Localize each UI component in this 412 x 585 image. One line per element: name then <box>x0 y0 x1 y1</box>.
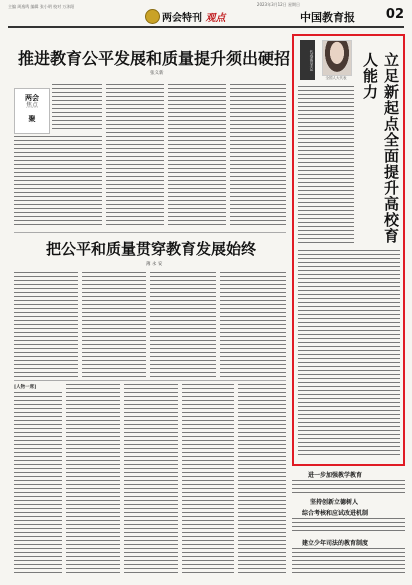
article2-byline: 薄 永 安 <box>146 262 163 267</box>
article1-byline: 张义新 <box>150 71 164 76</box>
section-divider <box>14 232 286 233</box>
text-column <box>14 272 78 378</box>
text-column <box>82 272 146 378</box>
sub-headline: 坚持创新立德树人 <box>310 499 359 506</box>
text-column <box>14 136 102 228</box>
text-column <box>292 518 405 534</box>
sub-headline: 进一步加强教学教育 <box>308 472 363 479</box>
article2-headline: 把公平和质量贯穿教育发展始终 <box>46 240 257 258</box>
header-rule <box>8 26 404 28</box>
section-script: 观点 <box>205 13 226 24</box>
text-column <box>124 384 178 576</box>
section-divider <box>14 380 286 381</box>
quote-line1: 两会 <box>25 93 39 102</box>
feature-title: 立足新起点全面提升高校育人能力 <box>361 52 400 244</box>
text-column <box>220 272 286 378</box>
text-column <box>182 384 234 576</box>
text-column <box>292 480 405 494</box>
date-meta: 2023年3月12日 星期日 <box>256 2 300 7</box>
quote-line2: 焦点 <box>25 102 38 109</box>
sub-headline: 综合考核和应试改进机制 <box>302 510 369 517</box>
text-column <box>292 548 405 576</box>
text-column <box>66 384 120 576</box>
text-column <box>52 84 102 130</box>
section-prefix: 两会特刊 <box>162 13 202 24</box>
article1-headline: 推进教育公平发展和质量提升须出硬招 <box>18 49 291 68</box>
text-column <box>106 84 164 228</box>
emblem-icon <box>145 9 160 24</box>
sub-headline: 建立少年司法的教育制度 <box>302 540 369 547</box>
text-column <box>168 84 226 228</box>
text-column <box>14 392 62 576</box>
paper-name: 中国教育报 <box>300 11 355 24</box>
section-title <box>162 9 225 24</box>
text-column <box>238 384 286 576</box>
quote-box <box>14 88 50 134</box>
editor-meta: 主编 周逸鸣 编辑 张小明 校对 万沐阳 <box>8 4 75 9</box>
feature-tag: 代表委员手记 <box>300 40 315 80</box>
text-column <box>150 272 216 378</box>
highlight-box <box>292 34 405 466</box>
page-number: 02 <box>385 7 404 22</box>
sidebar-label: [人物一席] <box>14 385 37 390</box>
quote-line3: 聚 <box>28 114 36 123</box>
portrait-caption: 全国人大代表 <box>325 76 347 80</box>
text-column <box>230 84 286 228</box>
